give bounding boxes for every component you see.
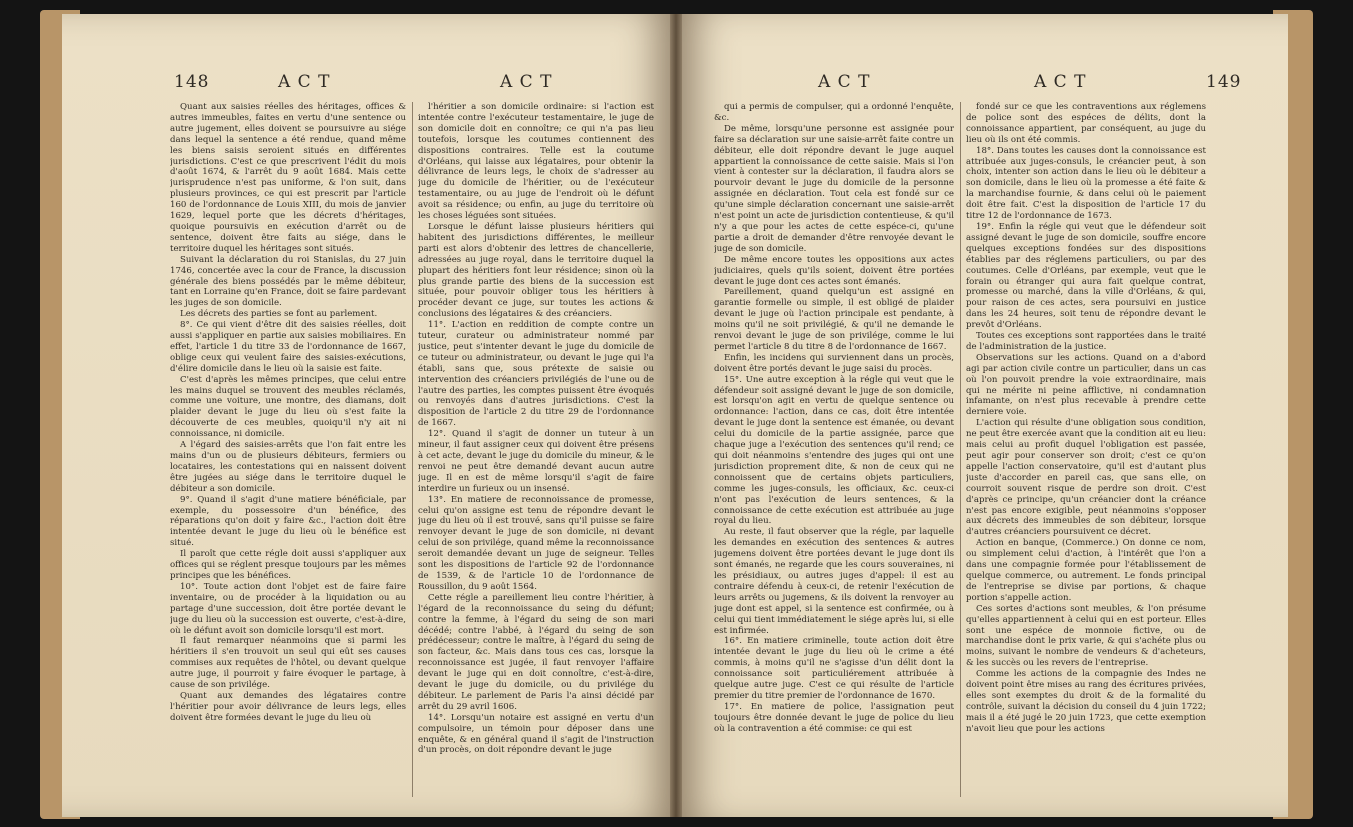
paragraph: 12°. Quand il s'agit de donner un tuteur à un mineur, il faut assigner ceux qui doivent être présens à cet acte, devant le juge du domicile du mineur, & le renvoi ne peut être demandé devant aucun autre juge. Il en est de même lorsqu'il s'agit de faire interdire un furieux ou un insensé. xyxy=(418,429,654,494)
paragraph: De même, lorsqu'une personne est assignée pour faire sa déclaration sur une saisie-arrêt faite contre un débiteur, elle doit répondre devant le juge auquel appartient la connoissance de cette saisie. Mais si l'on vient à contester sur la déclaration, il faudra alors se pourvoir devant le juge du domicile de la personne assignée en déclaration. Tout cela est fondé sur ce qu'une simple déclaration concernant une saisie-arrêt n'est point un acte de jurisdiction contentieuse, & qu'il n'y a que pour les actes de cette espéce-ci, qu'une partie a droit de demander d'être renvoyée devant le juge de son domicile. xyxy=(714,123,954,254)
paragraph: 11°. L'action en reddition de compte contre un tuteur, curateur ou administrateur nommé par justice, peut s'intenter devant le juge du domicile de ce tuteur ou administrateur, ou devant le juge qui l'a établi, sans que, sous prétexte de saisie ou intervention des créanciers privilégiés de l'une ou de l'autre des parties, les comptes puissent être évoqués ou renvoyés dans d'autres jurisdictions. C'est la disposition de l'article 2 du titre 29 de l'ordonnance de 1667. xyxy=(418,320,654,429)
paragraph: Quant aux saisies réelles des héritages, offices & autres immeubles, faites en vertu d'une sentence ou autre jugement, elles doivent se poursuivre au siége dans lequel la sentence a été rendue, quand même les biens saisis seroient situés en différentes jurisdictions. C'est ce que prescrivent l'édit du mois d'août 1674, & l'arrêt du 9 août 1684. Mais cette jurisprudence n'est pas uniforme, & l'on suit, dans plusieurs provinces, ce qui est prescrit par l'article 160 de l'ordonnance de Louis XIII, du mois de janvier 1629, lequel porte que les décrets d'héritages, quoique poursuivis en exécution d'arrêt ou de sentence, doivent être faits au siége, dans le territoire duquel les héritages sont situés. xyxy=(170,102,406,254)
right-column-2 xyxy=(966,102,1206,799)
left-running-head-1: A C T xyxy=(278,72,331,92)
paragraph: qui a permis de compulser, qui a ordonné l'enquête, &c. xyxy=(714,102,954,123)
right-running-head-1: A C T xyxy=(818,72,871,92)
left-page xyxy=(62,14,676,817)
paragraph: 13°. En matiere de reconnoissance de promesse, celui qu'on assigne est tenu de répondre devant le juge du lieu où il est trouvé, sans qu'il puisse se faire renvoyer devant le juge de son domicile, ni devant celui de son privilége, quand même la reconnoissance seroit demandée devant un juge de seigneur. Telles sont les dispositions de l'article 92 de l'ordonnance de 1539, & de l'article 10 de l'ordonnance de Roussillon, du 9 août 1564. xyxy=(418,494,654,592)
paragraph: L'action qui résulte d'une obligation sous condition, ne peut être exercée avant que la condition ait eu lieu: mais celui au profit duquel l'obligation est passée, peut agir pour conserver son droit; c'est ce qu'on appelle l'action conservatoire, qu'il est d'autant plus juste d'accorder en pareil cas, que sans elle, on courroit souvent risque de perdre son droit. C'est d'après ce principe, qu'un créancier dont la créance n'est pas encore exigible, peut néanmoins s'opposer aux décrets des immeubles de son débiteur, lorsque d'autres créanciers poursuivent ce décret. xyxy=(966,418,1206,538)
left-running-head-2: A C T xyxy=(500,72,553,92)
paragraph: Les décrets des parties se font au parlement. xyxy=(180,309,378,320)
paragraph: Observations sur les actions. Quand on a d'abord agi par action civile contre un particulier, dans un cas où l'on pouvoit prendre la voie extraordinaire, mais qui ne mérite ni peine afflictive, ni condamnation infamante, on n'est plus recevable à prendre cette derniere voie. xyxy=(966,352,1206,418)
column-divider xyxy=(960,102,961,797)
paragraph: Pareillement, quand quelqu'un est assigné en garantie formelle ou simple, il est obligé de plaider devant le juge où l'action principale est pendante, à moins qu'il ne soit privilégié, & qu'il ne demande le renvoi devant le juge de son privilége, comme le lui permet l'article 8 du titre 8 de l'ordonnance de 1667. xyxy=(714,287,954,352)
paragraph: Toutes ces exceptions sont rapportées dans le traité de l'administration de la justice. xyxy=(966,331,1206,352)
paragraph: 16°. En matiere criminelle, toute action doit être intentée devant le juge du lieu où le crime a été commis, à moins qu'il ne s'agisse d'un délit dont la connoissance soit particuliérement attribuée à quelque autre juge. C'est ce qui résulte de l'article premier du titre premier de l'ordonnance de 1670. xyxy=(714,636,954,701)
column-divider xyxy=(412,102,413,797)
paragraph: Enfin, les incidens qui surviennent dans un procès, doivent être portés devant le juge saisi du procès. xyxy=(714,352,954,374)
paragraph: fondé sur ce que les contraventions aux réglemens de police sont des espéces de délits, dont la connoissance appartient, par conséquent, au juge du lieu où ils ont été commis. xyxy=(966,102,1206,145)
paragraph: Lorsque le défunt laisse plusieurs héritiers qui habitent des jurisdictions différentes, le meilleur parti est alors d'obtenir des lettres de chancellerie, adressées au juge royal, dans le territoire duquel la plupart des héritiers font leur résidence; sinon où la plus grande partie des biens de la succession est située, pour pouvoir obliger tous les héritiers à procéder devant ce juge, sur toutes les actions & conclusions des légataires & des créanciers. xyxy=(418,221,654,320)
right-page-number: 149 xyxy=(1206,72,1242,92)
paragraph: 10°. Toute action dont l'objet est de faire faire inventaire, ou de procéder à la liquidation ou au partage d'une succession, doit être portée devant le juge du lieu où la succession est ouverte, c'est-à-dire, où le défunt avoit son domicile lorsqu'il est mort. xyxy=(170,581,406,636)
left-page-number: 148 xyxy=(174,72,210,92)
paragraph: A l'égard des saisies-arrêts que l'on fait entre les mains d'un ou de plusieurs débiteurs, fermiers ou locataires, les contestations qui en naissent doivent être jugées au siége dans le territoire duquel le débiteur a son domicile. xyxy=(170,440,406,494)
paragraph: 14°. Lorsqu'un notaire est assigné en vertu d'un compulsoire, un témoin pour déposer dans une enquête, & en général quand il s'agit de l'instruction d'un procès, on doit répondre devant le juge xyxy=(418,712,654,756)
paragraph: 17°. En matiere de police, l'assignation peut toujours être donnée devant le juge de police du lieu où la contravention a été commise: ce qui est xyxy=(714,701,954,734)
paragraph: Au reste, il faut observer que la régle, par laquelle les demandes en exécution des sentences & autres jugemens doivent être portées devant le juge dont ils sont émanés, ne regarde que les cours souveraines, ni les présidiaux, ou autres juges d'appel: il est au contraire défendu à ceux-ci, de retenir l'exécution de leurs arrêts ou jugemens, & ils doivent la renvoyer au juge dont est appel, si la sentence est confirmée, ou à celui qui tient immédiatement le siége après lui, si elle est infirmée. xyxy=(714,527,954,636)
right-page xyxy=(676,14,1288,817)
paragraph: Il paroît que cette régle doit aussi s'appliquer aux offices qui se réglent presque toujours par les mêmes principes que les bénéfices. xyxy=(170,549,406,581)
paragraph: 9°. Quand il s'agit d'une matiere bénéficiale, par exemple, du possessoire d'un bénéfice, des réparations qu'on doit y faire &c., l'action doit être intentée devant le juge du lieu où le bénéfice est situé. xyxy=(170,494,406,549)
paragraph: Suivant la déclaration du roi Stanislas, du 27 juin 1746, concertée avec la cour de France, la discussion générale des biens possédés par le même débiteur, tant en Lorraine qu'en France, doit se faire pardevant les juges de son domicile. xyxy=(170,254,406,309)
paragraph: C'est d'après les mêmes principes, que celui entre les mains duquel se trouvent des meubles réclamés, comme une voiture, une montre, des diamans, doit plaider devant le juge du lieu où s'est faite la découverte de ces meubles, quoiqu'il n'y ait ni connoissance, ni domicile. xyxy=(170,374,406,440)
right-running-head-2: A C T xyxy=(1034,72,1087,92)
paragraph: 15°. Une autre exception à la régle qui veut que le défendeur soit assigné devant le juge de son domicile, est lorsqu'on agit en vertu de quelque sentence ou ordonnance: l'action, dans ce cas, doit être intentée devant le juge dont la sentence est émanée, ou devant celui du domicile de la partie assignée, parce que chaque juge a l'exécution des sentences qu'il rend; ce qui doit néanmoins s'entendre des juges qui ont une jurisdiction proprement dite, & non de ceux qui ne connoissent que de certains objets particuliers, comme les juges-consuls, les officiaux, &c. ceux-ci n'ont pas l'exécution de leurs sentences, & la connoissance de cette exécution est attribuée au juge royal du lieu. xyxy=(714,374,954,527)
paragraph: 8°. Ce qui vient d'être dit des saisies réelles, doit aussi s'appliquer en partie aux saisies mobiliaires. En effet, l'article 1 du titre 33 de l'ordonnance de 1667, oblige ceux qui veulent faire des saisies-exécutions, d'élire domicile dans le lieu où la saisie est faite. xyxy=(170,320,406,374)
paragraph: Il faut remarquer néanmoins que si parmi les héritiers il s'en trouvoit un seul qui eût ses causes commises aux requêtes de l'hôtel, ou devant quelque autre juge, il pourroit y faire évoquer le partage, à cause de son privilége. xyxy=(170,636,406,691)
paragraph: 18°. Dans toutes les causes dont la connoissance est attribuée aux juges-consuls, le créancier peut, à son choix, intenter son action dans le lieu où le débiteur a son domicile, dans le lieu où la promesse a été faite & la marchandise fournie, & dans celui où le paiement doit être fait. C'est la disposition de l'article 17 du titre 12 de l'ordonnance de 1673. xyxy=(966,145,1206,222)
paragraph: De même encore toutes les oppositions aux actes judiciaires, quels qu'ils soient, doivent être portées devant le juge dont ces actes sont émanés. xyxy=(714,254,954,287)
paragraph: l'héritier a son domicile ordinaire: si l'action est intentée contre l'exécuteur testamentaire, le juge de son domicile doit en connoître; ce qui n'a pas lieu toutefois, lorsque les coutumes contiennent des dispositions contraires. Telle est la coutume d'Orléans, qui laisse aux légataires, pour obtenir la délivrance de leurs legs, le choix de s'adresser au juge du domicile de l'héritier, ou de l'exécuteur testamentaire, ou au juge de l'endroit où le défunt avoit sa résidence; ou enfin, au juge du territoire où les choses léguées sont situées. xyxy=(418,102,654,222)
paragraph: Action en banque, (Commerce.) On donne ce nom, ou simplement celui d'action, à l'intérêt que l'on a dans une compagnie formée pour l'établissement de quelque commerce, ou autrement. Le fonds principal de l'entreprise se divise par portions, & chaque portion s'appelle action. xyxy=(966,538,1206,603)
left-column-2 xyxy=(418,102,654,799)
left-column-1 xyxy=(170,102,406,799)
paragraph: Comme les actions de la compagnie des Indes ne doivent point être mises au rang des écritures privées, elles sont exemptes du droit & de la formalité du contrôle, suivant la décision du conseil du 4 juin 1722; mais il a été jugé le 20 juin 1723, que cette exemption n'avoit lieu que pour les actions xyxy=(966,669,1206,734)
right-column-1 xyxy=(714,102,954,799)
paragraph: Ces sortes d'actions sont meubles, & l'on présume qu'elles appartiennent à celui qui en est porteur. Elles sont une espéce de monnoie fictive, ou de marchandise dont le prix varie, & qui s'achéte plus ou moins, suivant le nombre de vendeurs & d'acheteurs, & les succès ou les revers de l'entreprise. xyxy=(966,603,1206,669)
paragraph: Cette régle a pareillement lieu contre l'héritier, à l'égard de la reconnoissance du seing du défunt; contre la femme, à l'égard du seing de son mari décédé; contre l'abbé, à l'égard du seing de son prédécesseur; contre le maître, à l'égard du seing de son facteur, &c. Mais dans tous ces cas, lorsque la reconnoissance est jugée, il faut renvoyer l'affaire devant le juge qui en doit connoître, c'est-à-dire, devant le juge du domicile, ou du privilége du débiteur. Le parlement de Paris l'a ainsi décidé par arrêt du 29 avril 1606. xyxy=(418,592,654,712)
book-spine xyxy=(670,14,682,817)
paragraph: 19°. Enfin la régle qui veut que le défendeur soit assigné devant le juge de son domicile, souffre encore quelques exceptions fondées sur des dispositions établies par des réglemens particuliers, ou par des coutumes. Celle d'Orléans, par exemple, veut que le forain ou étranger qui aura fait quelque contrat, promesse ou marché, dans la ville d'Orléans, & qui, pour raison de ces actes, sera poursuivi en justice dans les 24 heures, soit tenu de répondre devant le prevôt d'Orléans. xyxy=(966,221,1206,331)
paragraph: Quant aux demandes des légataires contre l'héritier pour avoir délivrance de leurs legs, elles doivent être formées devant le juge du lieu où xyxy=(170,690,406,723)
